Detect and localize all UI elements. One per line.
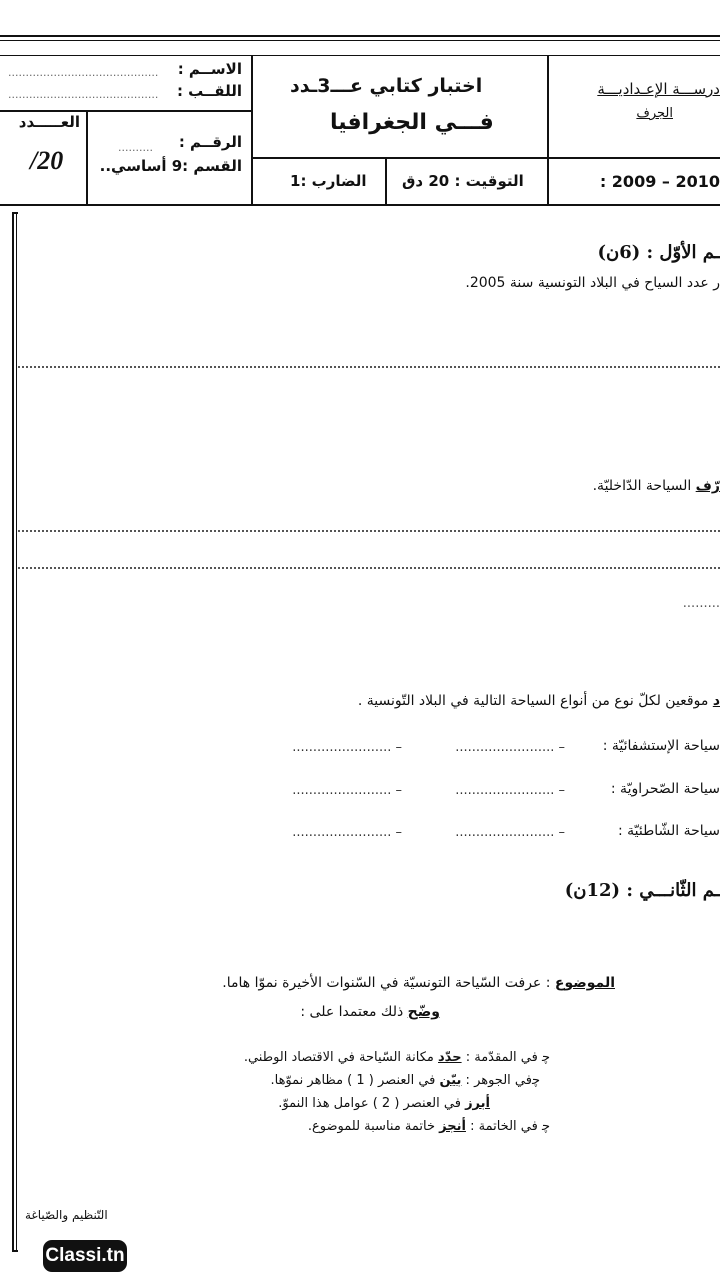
question-3 <box>358 693 720 709</box>
plan-item-prefix: ﭼ في المقدّمة : <box>461 1050 550 1065</box>
grade-label: العـــــدد <box>18 113 80 131</box>
answer-line-1 <box>18 366 720 368</box>
name-dots: ........................................... <box>8 66 159 79</box>
school-name: درســـة الإعـداديـــة <box>597 80 720 98</box>
topic-text: : عرفت السّياحة التونسيّة في السّنوات الأخيرة نموّا هاما. <box>222 975 555 991</box>
header-inner-top <box>0 55 720 56</box>
tourism-row-site-b: – ........................ <box>292 783 402 798</box>
question-2 <box>593 478 720 494</box>
number-dots: .......... <box>118 141 153 154</box>
time-label: التوقيت : 20 دق <box>402 172 524 190</box>
question-2-verb: رّف <box>695 478 720 494</box>
header-divider-3 <box>385 158 387 205</box>
tourism-row-site-b: – ........................ <box>292 825 402 840</box>
explain-verb: وضّح <box>407 1004 440 1020</box>
number-label: الرقــم : <box>178 133 242 151</box>
topic-label: الموضوع <box>554 975 615 991</box>
header-bottom-border <box>0 204 720 206</box>
part2-title: ـم الثّانـــي : (12ن) <box>564 880 720 901</box>
header-row-divider-left <box>0 110 251 112</box>
explain-line <box>300 1004 440 1020</box>
header-row-divider-right <box>251 157 720 159</box>
margin-line-left-inner <box>16 212 17 1252</box>
plan-item-text: في العنصر ( 1 ) مظاهر نموّها. <box>270 1073 440 1088</box>
tourism-row-site-a: – ........................ <box>455 825 565 840</box>
exam-title: اختبار كتابي عـــ3ـدد <box>290 75 483 97</box>
header-divider-2 <box>251 55 253 205</box>
plan-item-prefix: ﭼفي الجوهر : <box>461 1073 540 1088</box>
part1-title: ـم الأوّل : (6ن) <box>597 242 720 263</box>
margin-bottom-cap <box>12 1250 18 1252</box>
plan-item-verb: بيّن <box>439 1073 462 1088</box>
answer-line-2 <box>18 530 720 532</box>
tourism-row-label: سياحة الصّحراويّة : <box>610 781 720 797</box>
surname-label: اللقــب : <box>176 82 242 100</box>
margin-top-cap <box>12 212 18 214</box>
header-top-border <box>0 35 720 37</box>
class-label: القسم :9 أساسي.. <box>99 157 242 175</box>
question-3-verb: د <box>712 693 720 709</box>
explain-text: ذلك معتمدا على : <box>300 1004 408 1020</box>
plan-item <box>278 1096 490 1111</box>
plan-item-text: خاتمة مناسبة للموضوع. <box>307 1119 440 1134</box>
name-label: الاســم : <box>177 60 242 78</box>
plan-item-verb: حدّد <box>438 1050 462 1065</box>
plan-item-verb: أنجز <box>439 1119 466 1134</box>
tourism-row-label: سياحة الإستشفائيّة : <box>602 738 720 754</box>
surname-dots: ........................................... <box>8 88 159 101</box>
school-year: 2010 – 2009 : <box>599 172 720 191</box>
plan-item <box>270 1073 540 1088</box>
tourism-row-label: سياحة الشّاطئيّة : <box>617 823 720 839</box>
exam-subject: فـــي الجغرافيا <box>330 110 494 135</box>
topic-line <box>222 975 615 991</box>
grade-value: /20 <box>30 146 64 175</box>
organization-label: التّنظيم والصّياغة <box>25 1208 108 1222</box>
tourism-row-site-a: – ........................ <box>455 783 565 798</box>
plan-item <box>308 1119 550 1134</box>
question-2-text: السياحة الدّاخليّة. <box>592 478 696 494</box>
strike-label: الضارب :1 <box>290 172 367 190</box>
margin-line-left <box>12 212 14 1252</box>
plan-item <box>244 1050 550 1065</box>
tourism-row-site-a: – ........................ <box>455 740 565 755</box>
school-place: الجرف <box>636 106 673 121</box>
plan-item-prefix: ﭼ في الخاتمة : <box>465 1119 550 1134</box>
plan-item-verb: أبرز <box>465 1096 490 1111</box>
header-divider-1 <box>86 110 88 205</box>
header-divider-4 <box>547 55 549 205</box>
classi-logo[interactable]: Classi.tn <box>43 1240 127 1272</box>
answer-line-3 <box>18 567 720 569</box>
plan-item-text: في العنصر ( 2 ) عوامل هذا النموّ. <box>278 1096 466 1111</box>
question-3-text: موقعين لكلّ نوع من أنواع السياحة التالية في البلاد التّونسية . <box>357 693 713 709</box>
answer-short-dots: ......... <box>682 596 720 611</box>
tourism-row-site-b: – ........................ <box>292 740 402 755</box>
question-1: ر عدد السياح في البلاد التونسية سنة 2005. <box>465 275 720 291</box>
header-top-border-inner <box>0 40 720 41</box>
plan-item-text: مكانة السّياحة في الاقتصاد الوطني. <box>243 1050 439 1065</box>
